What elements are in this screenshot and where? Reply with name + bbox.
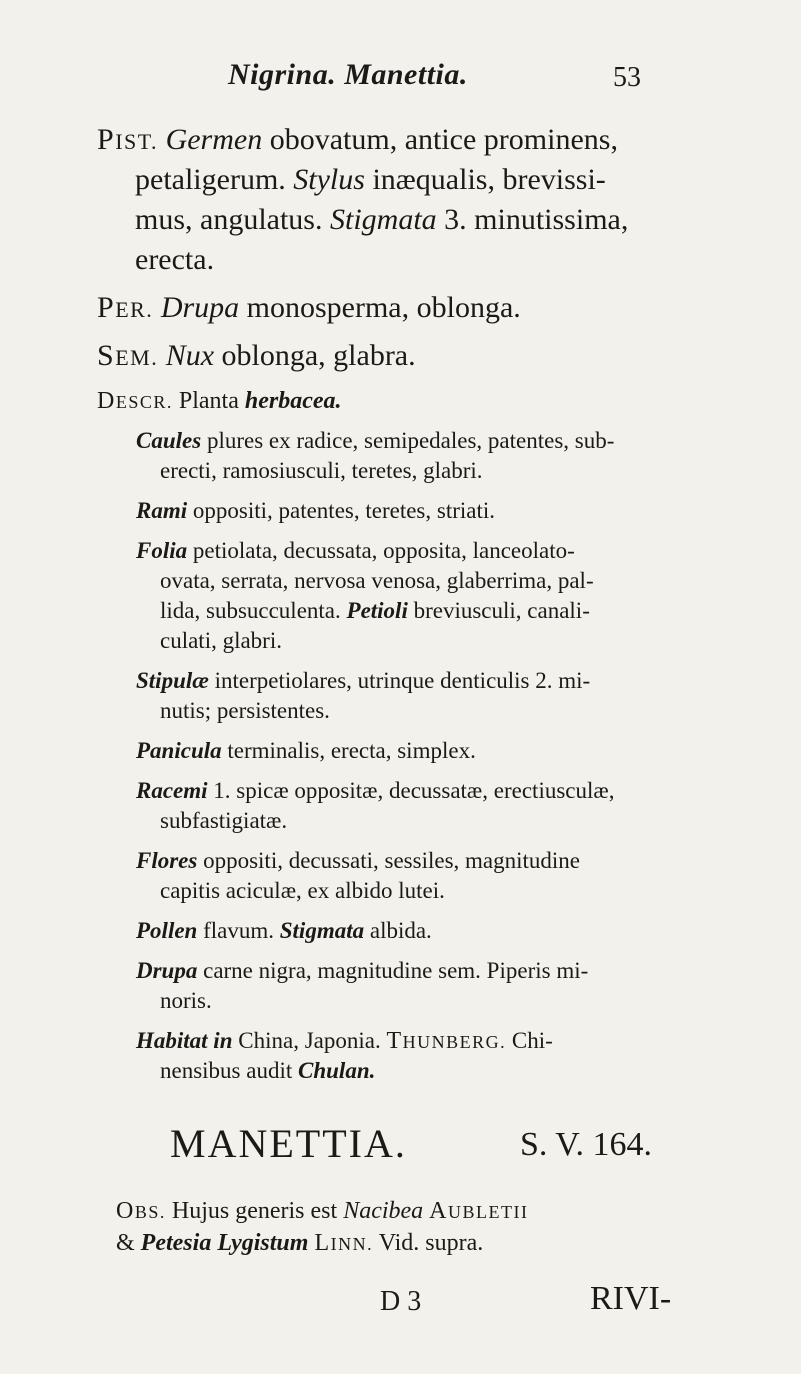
rami-line: Rami oppositi, patentes, teretes, striati. (136, 498, 495, 523)
descr-label: DESCR. (97, 388, 173, 414)
descr-line: DESCR. Planta herbacea. (97, 388, 342, 414)
page-number: 53 (613, 62, 641, 93)
germen-term: Germen (165, 123, 263, 156)
caules-line: Caules plures ex radice, semipedales, patentes, sub- (136, 428, 615, 453)
folia-line-2: ovata, serrata, nervosa venosa, glaberrima, pal- (160, 568, 594, 593)
habitat-line: Habitat in China, Japonia. THUNBERG. Chi- (136, 1028, 553, 1054)
per-label: PER. (97, 291, 154, 324)
genus-title: MANETTIA. (170, 1121, 407, 1166)
petioli-line-2: culati, glabri. (160, 628, 282, 653)
stigmata-term: Stigmata (330, 203, 437, 236)
pist-line-4: erecta. (135, 243, 215, 276)
nux-term: Nux (165, 339, 215, 372)
petesia-term: Petesia Lygistum (140, 1230, 309, 1256)
nacibea-term: Nacibea (343, 1198, 424, 1224)
sem-label: SEM. (97, 339, 159, 372)
flores-line-2: capitis aciculæ, ex albido lutei. (160, 878, 445, 903)
pist-label: PIST. (97, 123, 159, 156)
herbacea-term: herbacea. (244, 388, 342, 414)
stylus-term: Stylus (293, 163, 365, 196)
folia-line-3: lida, subsucculenta. Petioli breviusculi, canali- (160, 598, 590, 623)
chulan-term: Chulan. (298, 1058, 376, 1083)
flores-line: Flores oppositi, decussati, sessiles, magnitudine (136, 848, 580, 873)
linn-name: LINN. (314, 1230, 374, 1256)
obs-label: OBS. (116, 1198, 166, 1224)
obs-line-1: OBS. Hujus generis est Nacibea AUBLETII (116, 1198, 529, 1224)
running-title: Nigrina. Manettia. (228, 58, 468, 91)
stipulae-line: Stipulæ interpetiolares, utrinque denticulis 2. mi- (136, 668, 591, 693)
genus-reference: S. V. 164. (520, 1126, 652, 1163)
thunberg-name: THUNBERG. (386, 1028, 507, 1054)
petioli-label: Petioli (346, 598, 408, 623)
sem-line: SEM. Nux oblonga, glabra. (97, 339, 416, 372)
stigmata-small-label: Stigmata (279, 918, 365, 943)
habitat-line-2: nensibus audit Chulan. (160, 1058, 376, 1083)
racemi-line: Racemi 1. spicæ oppositæ, decussatæ, erectiusculæ, (136, 778, 615, 803)
drupa-line-2: noris. (160, 988, 212, 1013)
pollen-line: Pollen flavum. Stigmata albida. (136, 918, 432, 943)
page-header (0, 58, 801, 98)
pist-line-2: petaligerum. Stylus inæqualis, brevissi- (135, 163, 606, 196)
catchword: RIVI- (590, 1280, 672, 1317)
pist-line-3: mus, angulatus. Stigmata 3. minutissima, (135, 203, 629, 236)
per-line: PER. Drupa monosperma, oblonga. (97, 291, 521, 324)
drupa-term: Drupa (160, 291, 240, 324)
signature-mark: D 3 (380, 1286, 422, 1317)
aubletii-name: AUBLETII (429, 1198, 529, 1224)
caules-line-2: erecti, ramosiusculi, teretes, glabri. (160, 458, 483, 483)
obs-line-2: & Petesia Lygistum LINN. Vid. supra. (116, 1230, 484, 1256)
racemi-line-2: subfastigiatæ. (160, 808, 288, 833)
panicula-line: Panicula terminalis, erecta, simplex. (136, 738, 476, 763)
pist-line-1: PIST. Germen obovatum, antice prominens, (97, 123, 618, 156)
stipulae-line-2: nutis; persistentes. (160, 698, 330, 723)
drupa-line: Drupa carne nigra, magnitudine sem. Piperis mi- (136, 958, 589, 983)
folia-line: Folia petiolata, decussata, opposita, lanceolato- (136, 538, 575, 563)
